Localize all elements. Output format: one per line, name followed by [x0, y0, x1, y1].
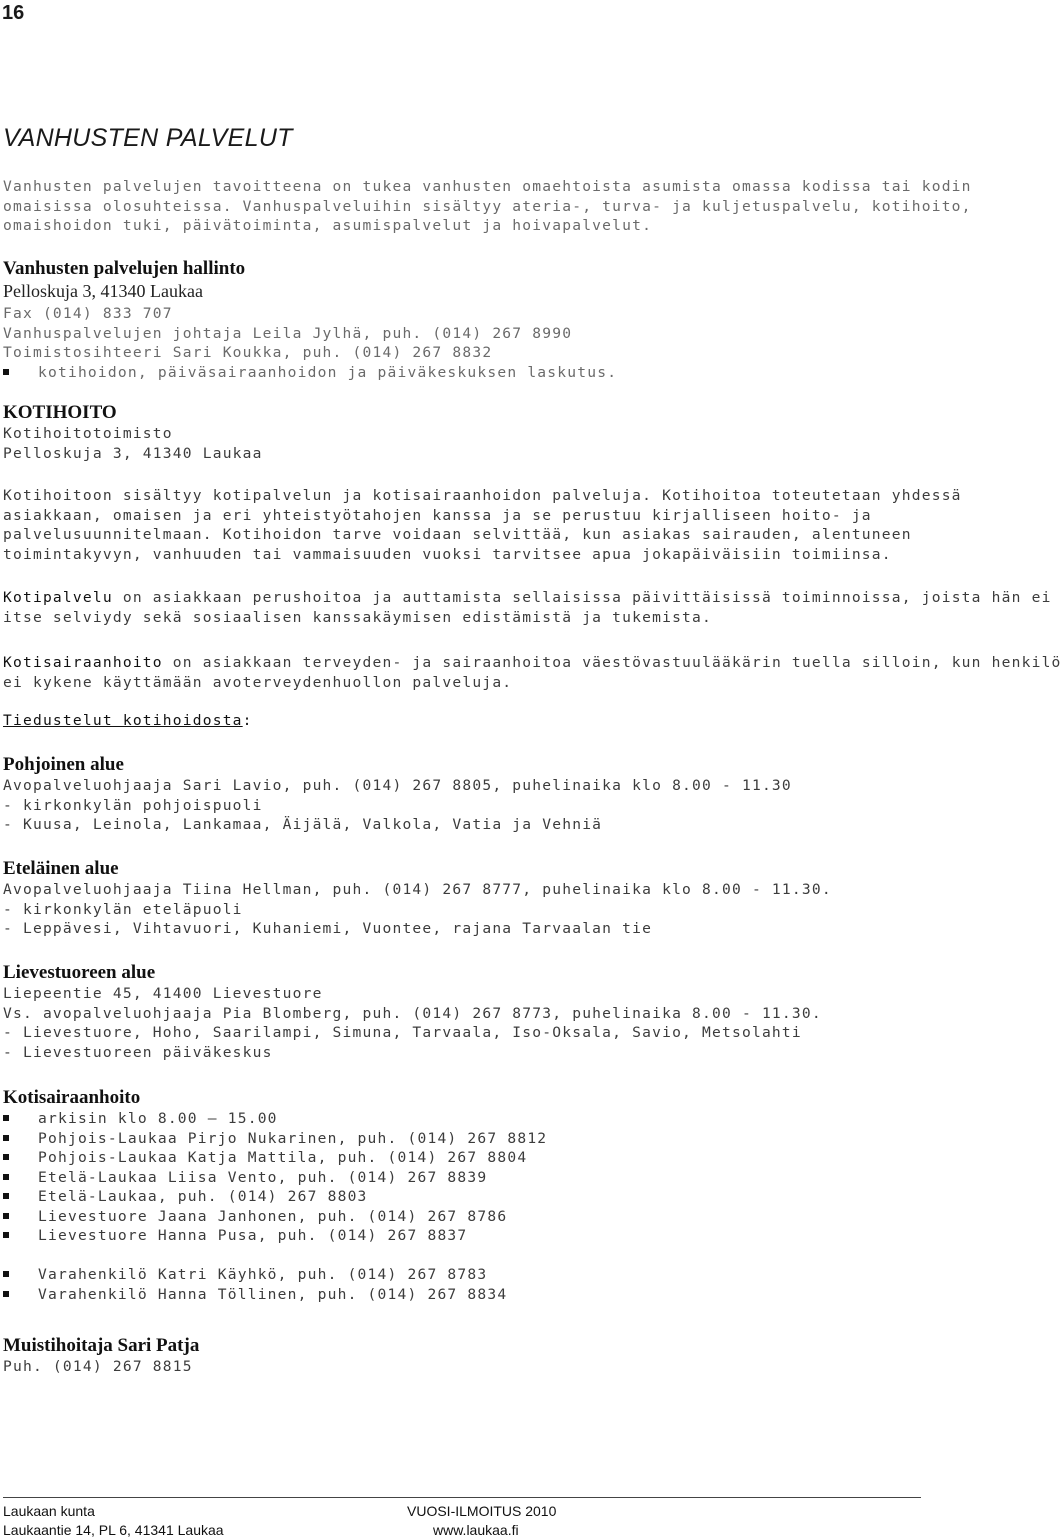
admin-contact-line: Vanhuspalvelujen johtaja Leila Jylhä, puh. (014) 267 8990 — [3, 324, 573, 342]
kotihoito-paragraph — [3, 486, 962, 564]
admin-contact-line: Toimistosihteeri Sari Koukka, puh. (014) 267 8832 — [3, 344, 493, 361]
bullet-square-icon — [3, 1291, 9, 1297]
contact-item — [3, 1109, 958, 1129]
bullet-square-icon — [3, 1232, 9, 1238]
bullet-square-icon — [3, 1135, 9, 1141]
footer-website[interactable]: www.laukaa.fi — [433, 1522, 519, 1538]
bullet-square-icon — [3, 1115, 9, 1121]
intro-line: omaisissa olosuhteissa. Vanhuspalveluihin sisältyy ateria-, turva- ja kuljetuspalvelu, kotihoito, — [3, 197, 972, 215]
memory-nurse-section — [3, 1335, 958, 1377]
region-line: - Lievestuoreen päiväkeskus — [3, 1043, 273, 1061]
region-north — [3, 754, 958, 835]
bullet-square-icon — [3, 369, 9, 375]
kotihoito-office: Kotihoitotoimisto — [3, 425, 173, 442]
page-title: VANHUSTEN PALVELUT — [3, 124, 293, 152]
footer-divider — [3, 1497, 921, 1498]
kotihoito-address: Pelloskuja 3, 41340 Laukaa — [3, 444, 263, 462]
footer-left — [3, 1502, 224, 1540]
bullet-square-icon — [3, 1174, 9, 1180]
inquiries-link[interactable]: Tiedustelut kotihoidosta — [3, 712, 243, 729]
contact-text: Etelä-Laukaa Liisa Vento, puh. (014) 267 8839 — [38, 1168, 488, 1186]
kotihoito-line: toimintakyvyn, vanhuuden tai vammaisuuden vuoksi tarvitsee apua jokapäiväisiin toimiinsa. — [3, 545, 892, 563]
substitute-text: Varahenkilö Katri Käyhkö, puh. (014) 267 8783 — [38, 1266, 488, 1283]
contact-item — [3, 1168, 958, 1188]
bullet-square-icon — [3, 1213, 9, 1219]
contact-item — [3, 1187, 958, 1207]
region-line: - kirkonkylän eteläpuoli — [3, 900, 243, 918]
contact-item — [3, 1207, 958, 1227]
contact-text: Pohjois-Laukaa Pirjo Nukarinen, puh. (014) 267 8812 — [38, 1129, 548, 1147]
kotipalvelu-term: Kotipalvelu — [3, 589, 113, 606]
memory-nurse-phone: Puh. (014) 267 8815 — [3, 1358, 193, 1375]
intro-line: Vanhusten palvelujen tavoitteena on tukea vanhusten omaehtoista asumista omassa kodissa tai kodin — [3, 178, 972, 195]
footer-report: VUOSI-ILMOITUS 2010 — [407, 1503, 557, 1519]
kotihoito-section — [3, 402, 958, 463]
region-heading: Pohjoinen alue — [3, 754, 124, 775]
contact-text: Etelä-Laukaa, puh. (014) 267 8803 — [38, 1188, 368, 1205]
region-heading: Eteläinen alue — [3, 858, 119, 879]
kotisairaanhoito-heading: Kotisairaanhoito — [3, 1087, 141, 1108]
contact-item — [3, 1148, 958, 1168]
kotihoito-line: asiakkaan, omaisen ja eri yhteistyötahojen kanssa ja se perustuu kirjalliseen hoito- ja — [3, 506, 872, 524]
region-heading: Lievestuoreen alue — [3, 962, 156, 983]
region-line: Vs. avopalveluohjaaja Pia Blomberg, puh. (014) 267 8773, puhelinaika 8.00 - 11.30. — [3, 1004, 822, 1022]
admin-address: Pelloskuja 3, 41340 Laukaa — [3, 281, 203, 301]
region-line: - kirkonkylän pohjoispuoli — [3, 796, 263, 814]
kotisairaanhoito-term: Kotisairaanhoito — [3, 654, 163, 671]
page-number: 16 — [2, 2, 25, 24]
bullet-square-icon — [3, 1154, 9, 1160]
kotihoito-heading: KOTIHOITO — [3, 402, 117, 423]
substitute-text: Varahenkilö Hanna Töllinen, puh. (014) 267 8834 — [38, 1285, 508, 1303]
region-line: - Leppävesi, Vihtavuori, Kuhaniemi, Vuontee, rajana Tarvaalan tie — [3, 920, 653, 937]
region-south — [3, 858, 958, 939]
footer-address: Laukaantie 14, PL 6, 41341 Laukaa — [3, 1522, 224, 1538]
region-line: Liepeentie 45, 41400 Lievestuore — [3, 985, 323, 1002]
region-line: Avopalveluohjaaja Tiina Hellman, puh. (014) 267 8777, puhelinaika klo 8.00 - 11.30. — [3, 881, 832, 898]
intro-line: omaishoidon tuki, päivätoiminta, asumispalvelut ja hoivapalvelut. — [3, 217, 653, 234]
bullet-square-icon — [3, 1271, 9, 1277]
bullet-square-icon — [3, 1193, 9, 1199]
region-line: - Lievestuore, Hoho, Saarilampi, Simuna, Tarvaala, Iso-Oksala, Savio, Metsolahti — [3, 1024, 802, 1041]
admin-bullet-item — [3, 363, 958, 383]
kotisairaanhoito-paragraph — [3, 653, 1062, 692]
kotipalvelu-text: on asiakkaan perushoitoa ja auttamista sellaisissa päivittäisissä toiminnoissa, joista hän ei — [112, 589, 1052, 606]
kotisairaanhoito-text: on asiakkaan terveyden- ja sairaanhoitoa väestövastuulääkärin tuella silloin, kun henkilö — [162, 654, 1062, 671]
contact-text: Lievestuore Hanna Pusa, puh. (014) 267 8837 — [38, 1227, 468, 1244]
kotipalvelu-text-2: itse selviydy sekä sosiaalisen kanssakäymisen edistämistä ja tukemista. — [3, 608, 713, 626]
admin-section — [3, 258, 958, 382]
inquiries-colon: : — [242, 712, 253, 729]
contact-text: Pohjois-Laukaa Katja Mattila, puh. (014) 267 8804 — [38, 1149, 528, 1166]
inquiries-line — [3, 711, 958, 731]
footer-org: Laukaan kunta — [3, 1503, 95, 1519]
region-line: Avopalveluohjaaja Sari Lavio, puh. (014) 267 8805, puhelinaika klo 8.00 - 11.30 — [3, 777, 792, 794]
admin-bullet-text: kotihoidon, päiväsairaanhoidon ja päiväkeskuksen laskutus. — [38, 363, 618, 381]
contact-item — [3, 1129, 958, 1149]
memory-nurse-heading: Muistihoitaja Sari Patja — [3, 1335, 200, 1356]
kotihoito-line: Kotihoitoon sisältyy kotipalvelun ja kotisairaanhoidon palveluja. Kotihoitoa toteutetaan yhdessä — [3, 487, 962, 504]
kotihoito-line: palvelusuunnitelmaan. Kotihoidon tarve voidaan selvittää, kun asiakas sairauden, alentuneen — [3, 526, 912, 543]
kotisairaanhoito-text-2: ei kykene käyttämään avoterveydenhuollon palveluja. — [3, 673, 513, 691]
contact-text: Lievestuore Jaana Janhonen, puh. (014) 267 8786 — [38, 1207, 508, 1225]
kotisairaanhoito-contacts — [3, 1087, 958, 1304]
kotipalvelu-paragraph — [3, 588, 1052, 627]
substitute-item — [3, 1265, 958, 1285]
intro-paragraph — [3, 177, 972, 236]
region-lievestuore — [3, 962, 958, 1062]
region-line: - Kuusa, Leinola, Lankamaa, Äijälä, Valkola, Vatia ja Vehniä — [3, 816, 603, 833]
admin-heading: Vanhusten palvelujen hallinto — [3, 258, 246, 279]
contact-item — [3, 1226, 958, 1246]
substitute-item — [3, 1285, 958, 1305]
admin-fax: Fax (014) 833 707 — [3, 305, 173, 322]
footer-right — [407, 1502, 556, 1540]
contact-text: arkisin klo 8.00 – 15.00 — [38, 1110, 278, 1127]
